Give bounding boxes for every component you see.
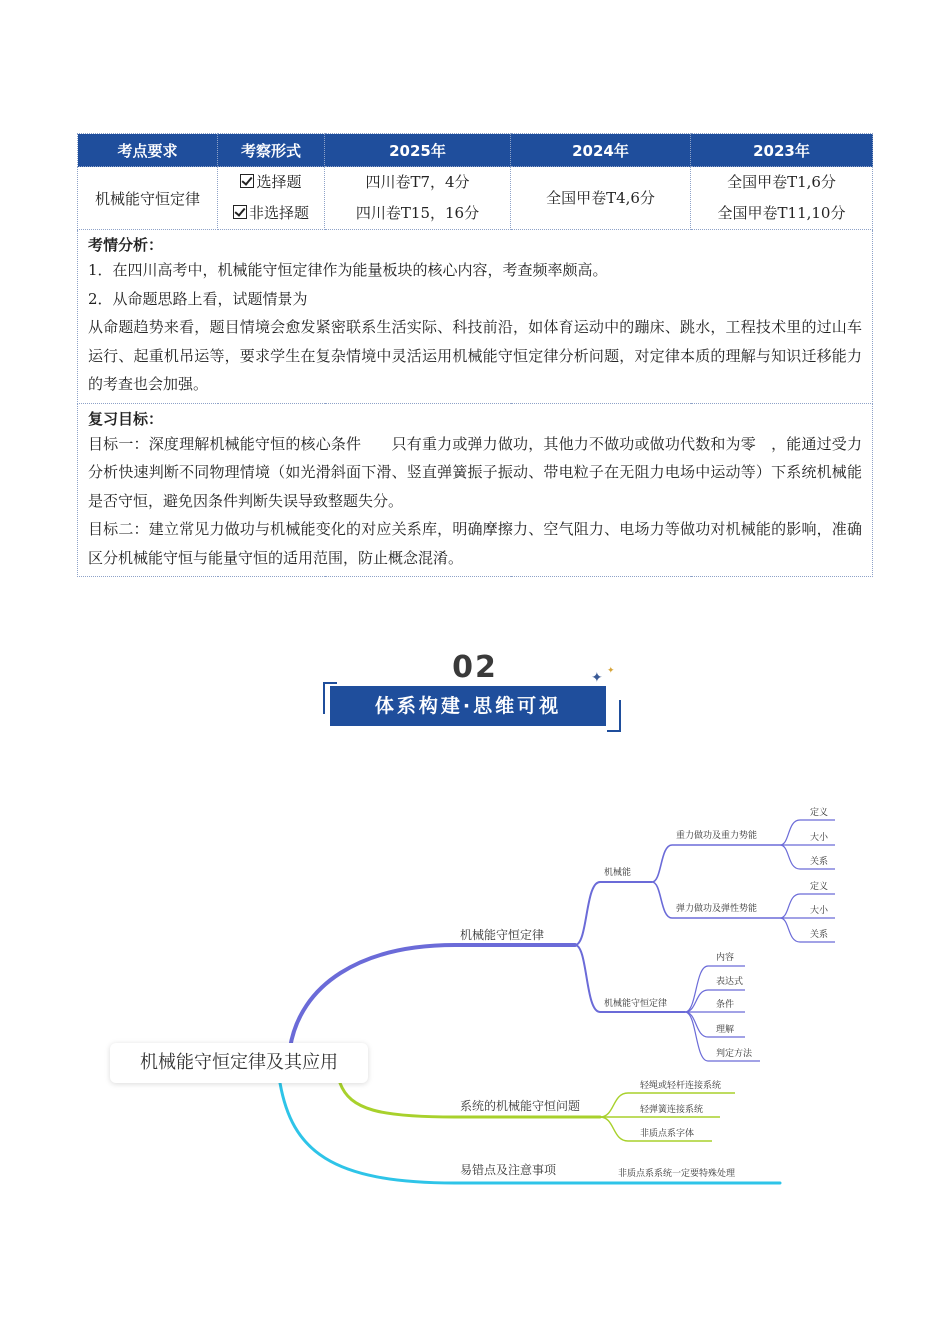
year-2025-item: 四川卷T15，16分 xyxy=(355,204,480,222)
leaf-label: 理解 xyxy=(716,1025,735,1035)
leaf-label: 大小 xyxy=(810,833,829,843)
sparkle-icon: ✦ xyxy=(591,670,603,686)
bracket-decoration xyxy=(607,700,621,732)
branch-connector xyxy=(652,845,780,882)
year-2023-item: 全国甲卷T1,6分 xyxy=(727,173,836,191)
leaf-label: 关系 xyxy=(810,857,829,867)
table-header-row xyxy=(78,134,873,167)
leaf-label: 轻弹簧连接系统 xyxy=(640,1105,704,1115)
form-cell xyxy=(218,167,325,230)
leaf-label: 内容 xyxy=(716,953,735,963)
analysis-paragraph: 1．在四川高考中，机械能守恒定律作为能量板块的核心内容，考查频率颇高。 xyxy=(88,261,608,279)
node-label: 机械能守恒定律 xyxy=(604,999,668,1009)
section-number: 02 xyxy=(452,650,498,685)
year-2025-item: 四川卷T7，4分 xyxy=(365,173,470,191)
section-title: 体系构建·思维可视 xyxy=(330,686,606,726)
checkbox-checked-icon xyxy=(233,205,247,219)
branch-connector xyxy=(290,945,575,1048)
header-form: 考察形式 xyxy=(218,134,325,167)
leaf-label: 表达式 xyxy=(716,977,744,987)
goal-paragraph: 目标二：建立常见力做功与机械能变化的对应关系库，明确摩擦力、空气阻力、电场力等做功对机械能的影响，准确区分机械能守恒与能量守恒的适用范围，防止概念混淆。 xyxy=(88,520,862,567)
branch-label: 系统的机械能守恒问题 xyxy=(460,1099,581,1113)
sparkle-icon: ✦ xyxy=(607,666,615,676)
leaf-label: 条件 xyxy=(716,1000,735,1010)
header-2024: 2024年 xyxy=(511,134,691,167)
goal-paragraph: 目标一：深度理解机械能守恒的核心条件 只有重力或弹力做功，其他力不做功或做功代数和为零 ，能通过受力分析快速判断不同物理情境（如光滑斜面下滑、竖直弹簧振子振动、带电粒子在无阻力电场中运动等）下系统机械能是否守恒，避免因条件判断失误导致整题失分。 xyxy=(88,434,862,510)
header-requirement: 考点要求 xyxy=(78,134,218,167)
year-2023-item: 全国甲卷T11,10分 xyxy=(717,204,846,222)
analysis-paragraph: 从命题趋势来看，题目情境会愈发紧密联系生活实际、科技前沿，如体育运动中的蹦床、跳水，工程技术里的过山车运行、起重机吊运等，要求学生在复杂情境中灵活运用机械能守恒定律分析问题，对定律本质的理解与知识迁移能力的考查也会加强。 xyxy=(88,318,862,393)
goals-cell xyxy=(78,403,873,577)
exam-table xyxy=(77,133,873,577)
year-2024-item: 全国甲卷T4,6分 xyxy=(546,188,655,207)
node-label: 弹力做功及弹性势能 xyxy=(676,904,758,914)
analysis-cell xyxy=(78,230,873,404)
branch-connector xyxy=(575,882,652,945)
leaf-label: 非质点系系统一定要特殊处理 xyxy=(618,1169,736,1179)
year-2024-cell xyxy=(511,167,691,230)
leaf-label: 定义 xyxy=(810,882,829,892)
topic-cell: 机械能守恒定律 xyxy=(78,167,218,230)
root-label: 机械能守恒定律及其应用 xyxy=(140,1052,338,1073)
leaf-label: 非质点系字体 xyxy=(640,1129,695,1139)
branch-connector xyxy=(685,1012,745,1037)
analysis-paragraph: 2．从命题思路上看，试题情景为 xyxy=(88,289,308,308)
mind-map xyxy=(0,760,950,1220)
analysis-row xyxy=(78,230,873,404)
header-2023: 2023年 xyxy=(691,134,873,167)
checkbox-checked-icon xyxy=(240,174,254,188)
header-2025: 2025年 xyxy=(325,134,511,167)
leaf-label: 轻绳或轻杆连接系统 xyxy=(640,1081,722,1091)
leaf-label: 定义 xyxy=(810,808,829,818)
leaf-label: 判定方法 xyxy=(716,1049,753,1059)
branch-label: 机械能守恒定律 xyxy=(460,928,545,942)
table-row xyxy=(78,167,873,230)
year-2023-cell xyxy=(691,167,873,230)
form-choice: 选择题 xyxy=(218,167,324,198)
goals-title: 复习目标： xyxy=(88,409,164,428)
year-2025-cell xyxy=(325,167,511,230)
form-nonchoice: 非选择题 xyxy=(218,198,324,229)
branch-connector xyxy=(685,990,745,1012)
mind-map-root xyxy=(110,1043,368,1083)
goals-row xyxy=(78,403,873,577)
analysis-title: 考情分析： xyxy=(88,236,164,254)
branch-label: 易错点及注意事项 xyxy=(460,1163,557,1177)
node-label: 重力做功及重力势能 xyxy=(676,831,758,841)
node-label: 机械能 xyxy=(604,868,632,878)
leaf-label: 关系 xyxy=(810,930,829,940)
leaf-label: 大小 xyxy=(810,906,829,916)
